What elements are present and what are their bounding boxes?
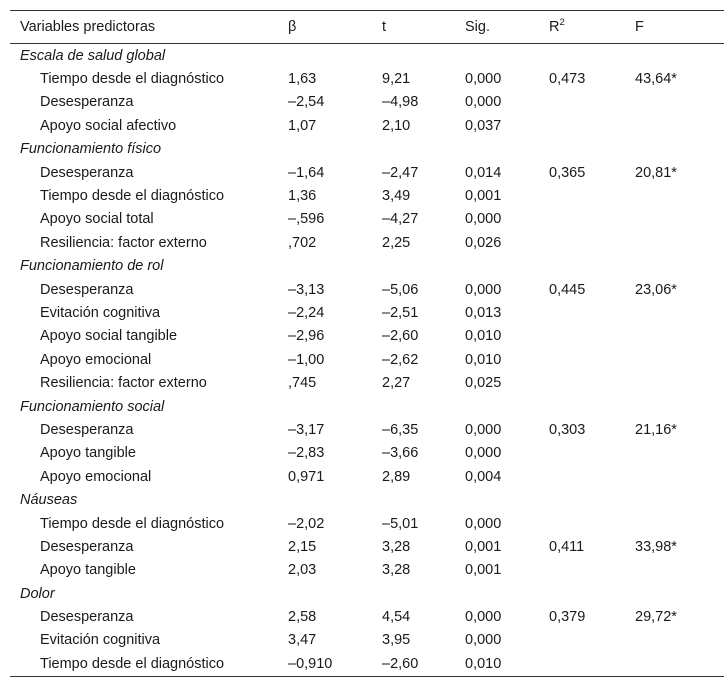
table-row xyxy=(10,535,724,558)
table-row xyxy=(10,231,724,254)
cell-r2 xyxy=(539,184,625,207)
header-r2 xyxy=(539,11,625,44)
group-row xyxy=(10,395,724,418)
cell-beta: ,745 xyxy=(288,375,317,392)
table-row xyxy=(10,559,724,582)
cell-t: 2,25 xyxy=(382,234,411,251)
cell-r2: 0,379 xyxy=(549,609,586,626)
table-row xyxy=(10,91,724,114)
cell-t: –2,60 xyxy=(382,655,419,672)
cell-beta: –2,54 xyxy=(288,94,325,111)
table-row xyxy=(10,67,724,90)
table-row xyxy=(10,465,724,488)
cell-beta: –0,910 xyxy=(288,655,333,672)
group-row xyxy=(10,488,724,511)
cell-beta: –,596 xyxy=(288,211,325,228)
cell-sig: 0,010 xyxy=(465,328,502,345)
group-title: Escala de salud global xyxy=(20,47,166,64)
cell-r2: 0,445 xyxy=(549,281,586,298)
table-row xyxy=(10,652,724,676)
cell-sig: 0,037 xyxy=(465,117,502,134)
cell-f: 29,72* xyxy=(635,609,677,626)
cell-variable: Apoyo emocional xyxy=(40,468,152,485)
cell-variable: Evitación cognitiva xyxy=(40,632,161,649)
cell-t: –2,60 xyxy=(382,328,419,345)
group-title: Dolor xyxy=(20,585,55,602)
cell-beta: 2,03 xyxy=(288,562,317,579)
cell-variable: Resiliencia: factor externo xyxy=(40,375,207,392)
table-row xyxy=(10,114,724,137)
header-t: t xyxy=(382,19,387,35)
cell-r2 xyxy=(539,301,625,324)
cell-r2 xyxy=(539,325,625,348)
cell-variable: Desesperanza xyxy=(40,538,134,555)
cell-t: –5,06 xyxy=(382,281,419,298)
cell-r2 xyxy=(539,371,625,394)
cell-beta: ,702 xyxy=(288,234,317,251)
cell-t: –2,62 xyxy=(382,351,419,368)
cell-variable: Tiempo desde el diagnóstico xyxy=(40,655,225,672)
table-row xyxy=(10,325,724,348)
cell-r2: 0,365 xyxy=(549,164,586,181)
cell-sig: 0,000 xyxy=(465,71,502,88)
cell-variable: Apoyo social afectivo xyxy=(40,117,177,134)
regression-table xyxy=(10,10,724,677)
cell-t: –3,66 xyxy=(382,445,419,462)
cell-r2: 0,411 xyxy=(549,538,585,555)
cell-t: –2,51 xyxy=(382,304,419,321)
cell-beta: –2,24 xyxy=(288,304,325,321)
regression-table-container xyxy=(10,10,724,677)
cell-r2 xyxy=(539,231,625,254)
cell-beta: –3,17 xyxy=(288,421,325,438)
cell-sig: 0,010 xyxy=(465,655,502,672)
cell-t: 2,10 xyxy=(382,117,411,134)
cell-sig: 0,000 xyxy=(465,609,502,626)
table-row xyxy=(10,184,724,207)
cell-r2 xyxy=(539,442,625,465)
cell-t: –2,47 xyxy=(382,164,419,181)
group-title: Funcionamiento de rol xyxy=(20,258,164,275)
cell-r2 xyxy=(539,348,625,371)
header-beta: β xyxy=(288,19,297,35)
cell-sig: 0,010 xyxy=(465,351,502,368)
cell-beta: 1,36 xyxy=(288,188,317,205)
group-title: Funcionamiento físico xyxy=(20,141,162,158)
cell-r2: 0,473 xyxy=(549,71,586,88)
table-row xyxy=(10,278,724,301)
cell-beta: –1,00 xyxy=(288,351,325,368)
group-row xyxy=(10,582,724,605)
cell-beta: –1,64 xyxy=(288,164,325,181)
group-row xyxy=(10,138,724,161)
table-row xyxy=(10,442,724,465)
cell-t: 3,95 xyxy=(382,632,411,649)
cell-t: 9,21 xyxy=(382,71,411,88)
cell-r2 xyxy=(539,629,625,652)
cell-f: 33,98* xyxy=(635,538,677,555)
cell-f xyxy=(625,231,724,254)
cell-f xyxy=(625,184,724,207)
table-row xyxy=(10,301,724,324)
cell-f xyxy=(625,559,724,582)
group-title: Funcionamiento social xyxy=(20,398,165,415)
header-r2-base: R xyxy=(549,19,560,35)
table-body xyxy=(10,44,724,677)
cell-sig: 0,013 xyxy=(465,304,502,321)
cell-f: 20,81* xyxy=(635,164,677,181)
cell-variable: Apoyo tangible xyxy=(40,562,136,579)
cell-f xyxy=(625,442,724,465)
cell-variable: Apoyo tangible xyxy=(40,445,136,462)
cell-t: 3,28 xyxy=(382,538,411,555)
cell-r2 xyxy=(539,652,625,676)
table-row xyxy=(10,418,724,441)
cell-sig: 0,000 xyxy=(465,445,502,462)
table-row xyxy=(10,605,724,628)
group-title: Náuseas xyxy=(20,492,78,509)
group-row xyxy=(10,44,724,68)
cell-variable: Desesperanza xyxy=(40,94,134,111)
table-row xyxy=(10,629,724,652)
cell-f xyxy=(625,652,724,676)
cell-f: 21,16* xyxy=(635,421,677,438)
cell-f xyxy=(625,91,724,114)
cell-beta: 1,07 xyxy=(288,117,317,134)
cell-variable: Desesperanza xyxy=(40,281,134,298)
cell-f xyxy=(625,629,724,652)
cell-sig: 0,000 xyxy=(465,515,502,532)
cell-sig: 0,000 xyxy=(465,94,502,111)
cell-sig: 0,000 xyxy=(465,211,502,228)
cell-variable: Desesperanza xyxy=(40,164,134,181)
cell-t: 2,27 xyxy=(382,375,411,392)
cell-f: 23,06* xyxy=(635,281,677,298)
cell-f xyxy=(625,371,724,394)
header-f: F xyxy=(635,19,644,35)
group-row xyxy=(10,255,724,278)
cell-t: 3,49 xyxy=(382,188,411,205)
cell-sig: 0,000 xyxy=(465,281,502,298)
cell-f xyxy=(625,114,724,137)
cell-variable: Tiempo desde el diagnóstico xyxy=(40,71,225,88)
cell-sig: 0,004 xyxy=(465,468,502,485)
cell-f xyxy=(625,208,724,231)
cell-variable: Tiempo desde el diagnóstico xyxy=(40,188,225,205)
table-row xyxy=(10,161,724,184)
cell-t: 4,54 xyxy=(382,609,411,626)
cell-variable: Resiliencia: factor externo xyxy=(40,234,207,251)
cell-sig: 0,001 xyxy=(465,188,502,205)
cell-r2 xyxy=(539,114,625,137)
cell-r2 xyxy=(539,559,625,582)
cell-variable: Apoyo social tangible xyxy=(40,328,178,345)
cell-t: –4,27 xyxy=(382,211,419,228)
cell-f xyxy=(625,465,724,488)
table-row xyxy=(10,512,724,535)
table-row xyxy=(10,208,724,231)
header-row xyxy=(10,11,724,44)
cell-sig: 0,001 xyxy=(465,562,502,579)
cell-f xyxy=(625,325,724,348)
cell-sig: 0,000 xyxy=(465,632,502,649)
cell-variable: Apoyo emocional xyxy=(40,351,152,368)
cell-beta: 1,63 xyxy=(288,71,317,88)
cell-beta: –2,83 xyxy=(288,445,325,462)
cell-sig: 0,026 xyxy=(465,234,502,251)
cell-t: 2,89 xyxy=(382,468,411,485)
table-header xyxy=(10,11,724,44)
cell-beta: 0,971 xyxy=(288,468,325,485)
cell-beta: 2,15 xyxy=(288,538,317,555)
cell-t: –4,98 xyxy=(382,94,419,111)
cell-variable: Apoyo social total xyxy=(40,211,154,228)
cell-f xyxy=(625,348,724,371)
cell-r2 xyxy=(539,91,625,114)
cell-r2 xyxy=(539,208,625,231)
cell-beta: –2,02 xyxy=(288,515,325,532)
cell-variable: Desesperanza xyxy=(40,609,134,626)
cell-t: –6,35 xyxy=(382,421,419,438)
cell-variable: Desesperanza xyxy=(40,421,134,438)
table-row xyxy=(10,371,724,394)
cell-sig: 0,000 xyxy=(465,421,502,438)
cell-f: 43,64* xyxy=(635,71,677,88)
table-row xyxy=(10,348,724,371)
cell-t: –5,01 xyxy=(382,515,419,532)
header-variable: Variables predictoras xyxy=(20,19,156,35)
cell-f xyxy=(625,512,724,535)
cell-f xyxy=(625,301,724,324)
cell-sig: 0,014 xyxy=(465,164,502,181)
cell-r2 xyxy=(539,512,625,535)
header-r2-superscript: 2 xyxy=(559,17,565,28)
cell-t: 3,28 xyxy=(382,562,411,579)
cell-sig: 0,025 xyxy=(465,375,502,392)
cell-variable: Tiempo desde el diagnóstico xyxy=(40,515,225,532)
cell-sig: 0,001 xyxy=(465,538,502,555)
cell-beta: –2,96 xyxy=(288,328,325,345)
cell-beta: –3,13 xyxy=(288,281,325,298)
cell-beta: 3,47 xyxy=(288,632,317,649)
cell-r2 xyxy=(539,465,625,488)
header-sig: Sig. xyxy=(465,19,490,35)
cell-r2: 0,303 xyxy=(549,421,586,438)
cell-variable: Evitación cognitiva xyxy=(40,304,161,321)
cell-beta: 2,58 xyxy=(288,609,317,626)
